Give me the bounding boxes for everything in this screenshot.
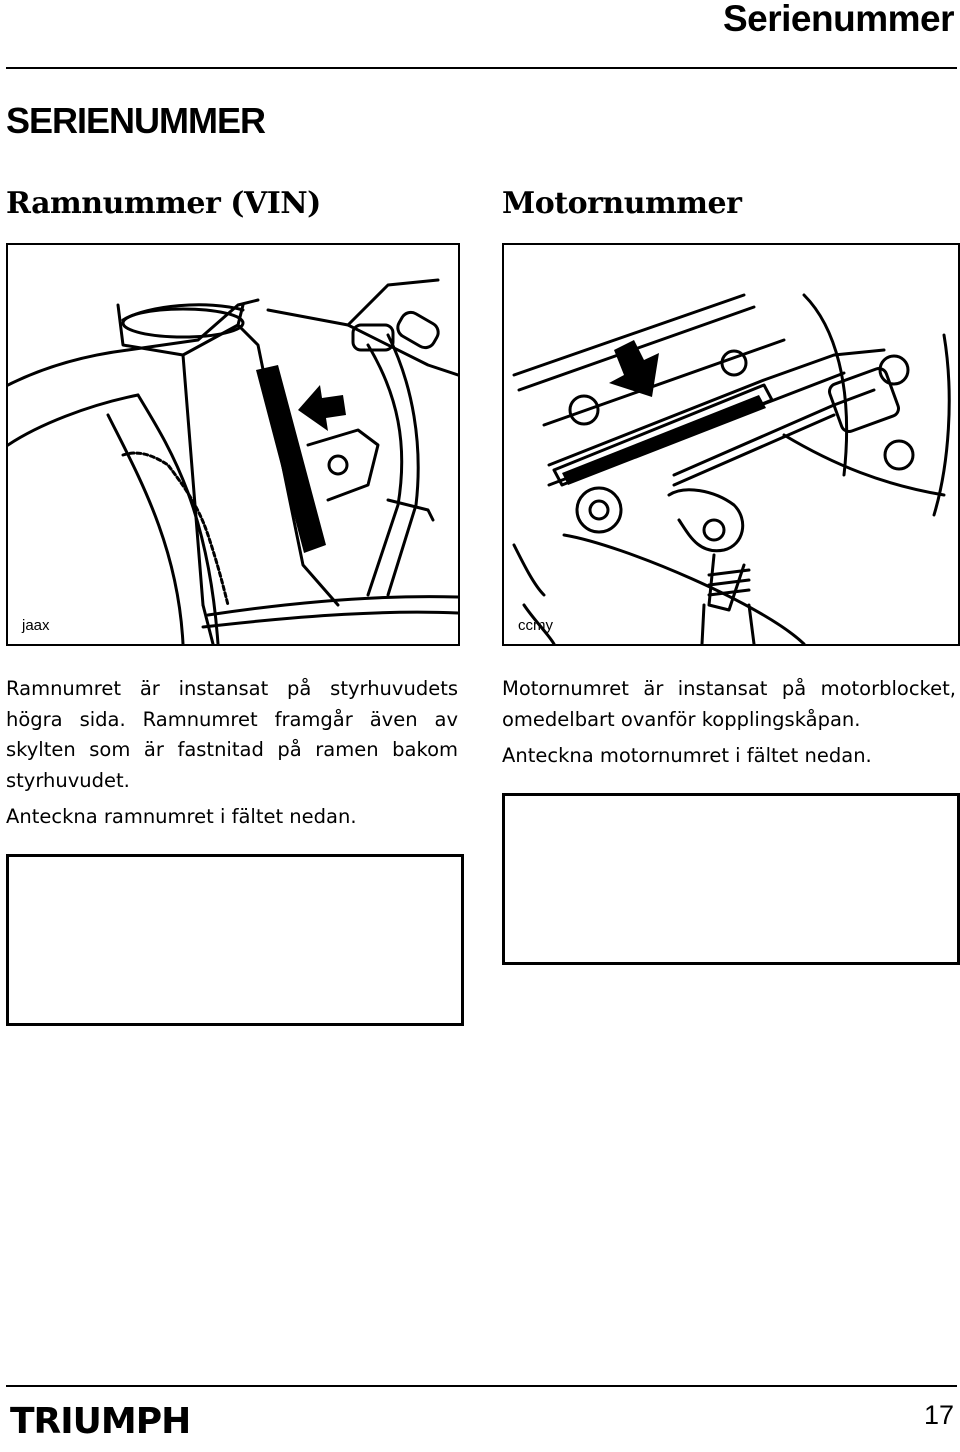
frame-number-entry-box[interactable] — [6, 854, 464, 1026]
engine-number-heading: Motornummer — [502, 186, 742, 221]
engine-number-description: Motornumret är instansat på motorblocket, omedelbart ovanför kopplingskåpan. — [502, 677, 956, 731]
frame-number-heading: Ramnummer (VIN) — [6, 186, 321, 221]
page-title: SERIENUMMER — [6, 100, 266, 141]
figure-code-ccmy: ccmy — [518, 617, 553, 634]
engine-number-text — [502, 674, 956, 772]
frame-number-description: Ramnumret är instansat på styrhuvudets högra sida. Ramnumret framgår även av skylten som är fastnitad på ramen bakom styrhuvudet. — [6, 677, 458, 792]
header-rule — [6, 67, 957, 69]
frame-number-instruction: Anteckna ramnumret i fältet nedan. — [6, 805, 357, 828]
engine-number-illustration — [502, 243, 960, 646]
engine-drawing — [504, 245, 958, 644]
frame-number-text — [6, 674, 458, 833]
engine-number-entry-box[interactable] — [502, 793, 960, 965]
brand-wordmark: TRIUMPH — [10, 1401, 191, 1442]
frame-number-illustration — [6, 243, 460, 646]
running-title: Serienummer — [723, 0, 954, 39]
engine-number-instruction: Anteckna motornumret i fältet nedan. — [502, 744, 872, 767]
frame-drawing — [8, 245, 458, 644]
figure-code-jaax: jaax — [22, 617, 50, 634]
page-number: 17 — [923, 1400, 954, 1430]
triumph-logo — [8, 1393, 198, 1447]
footer-rule — [6, 1385, 957, 1387]
